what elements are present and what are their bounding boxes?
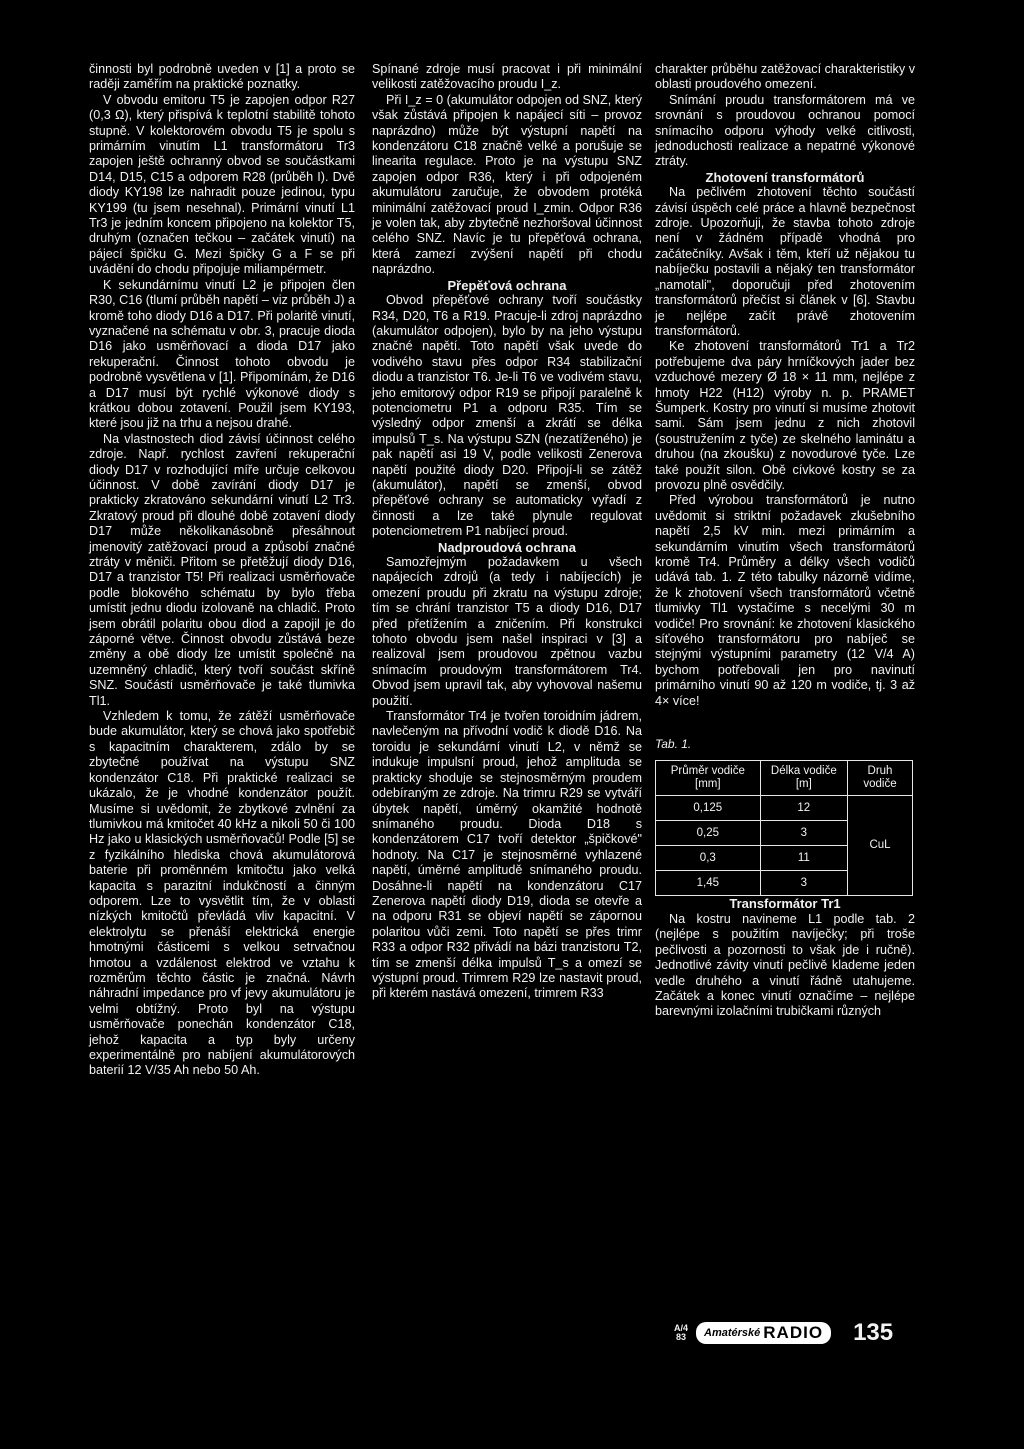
- paragraph: Na vlastnostech diod závisí účinnost celého zdroje. Např. rychlost zavření rekuperační diody D17 v rozhodující míře určuje celkovou účinnost. V době zavírání diody D17 je prakticky zkratováno sekundární vinutí L2 Tr3. Zkratový proud při dlouhé době zotavení diody D17 může několikanásobně přesáhnout jmenovitý zatěžovací proud a způsobí značné ztráty v měniči. Přitom se přetěžují diody D16, D17 a tranzistor T5! Při realizaci usměrňovače podle blokového schématu by bylo třeba umístit jednu diodu izolovaně na chladič. Proto jsem obrátil polaritu obou diod a zapojil je do záporné větve. Činnost obvodu zůstává beze změny a obě diody lze umístit společně na uzemněný chladič, který tvoří součást skříně SNZ. Součástí usměrňovače je také tlumivka Tl1.: [89, 431, 355, 708]
- paragraph: V obvodu emitoru T5 je zapojen odpor R27 (0,3 Ω), který přispívá k teplotní stabilitě tohoto stupně. V kolektorovém obvodu T5 je spolu s primárním vinutím L1 transformátoru Tr3 zapojen ještě ochranný obvod se součástkami D14, D15, C15 a odporem R28 (průběh I). Dvě diody KY198 lze nahradit pouze jedinou, typu KY199 (tu jsem nesehnal). Primární vinutí L1 Tr3 je jedním koncem připojeno na kolektor T5, druhým (označen tečkou – začátek vinutí) na pájecí špičku G. Mezi špičky G a F se při uvádění do chodu připojuje miliampérmetr.: [89, 92, 355, 277]
- table-cell: 3: [760, 871, 847, 896]
- paragraph: charakter průběhu zatěžovací charakteristiky v oblasti proudového omezení.: [655, 62, 915, 92]
- column-2: [372, 62, 642, 1002]
- wire-table: [655, 760, 913, 896]
- page-number: 135: [853, 1319, 894, 1346]
- column-3: [655, 62, 915, 1020]
- paragraph: Transformátor Tr4 je tvořen toroidním jádrem, navlečeným na přívodní vodič k diodě D16. Na toroidu je sekundární vinutí L2, v němž se indukuje impulsní proud, jehož amplituda se prakticky shoduje se stejnosměrným proudem odebíraným ze zdroje. Na trimru R29 se vytváří úbytek napětí, úměrný okamžité hodnotě snímaného proudu. Dioda D18 s kondenzátorem C17 tvoří detektor „špičkové" hodnoty. Na C17 je stejnosměrné vyhlazené napětí, úměrné amplitudě snímaného proudu. Dosáhne-li napětí na kondenzátoru C17 Zenerova napětí diody D19, dioda se otevře a na odporu R31 se objeví napětí se zápornou polaritou vůči zemi. Toto napětí se přes trimr R33 a odpor R32 přivádí na bázi tranzistoru T2, tím se zmenší délka impulsů T_s a omezí se výstupní proud. Trimrem R29 lze nastavit proud, při kterém nastává omezení, trimrem R33: [372, 709, 642, 1001]
- paragraph: Na pečlivém zhotovení těchto součástí závisí úspěch celé práce a hlavně bezpečnost zdroje. Upozorňuji, že stavba tohoto zdroje není v žádném případě vhodná pro začátečníky. Avšak i těm, kteří už nějakou tu nabíječku postavili a nějaký ten transformátor „namotali", doporučuji před zhotovením transformátorů přečíst si článek v [6]. Stavbu je nejlépe začít právě zhotovením transformátorů.: [655, 185, 915, 338]
- paragraph: Ke zhotovení transformátorů Tr1 a Tr2 potřebujeme dva páry hrníčkových jader bez vzduchové mezery Ø 18 × 11 mm, nejlépe z hmoty H22 (H12) výroby n. p. PRAMET Šumperk. Kostry pro vinutí si musíme zhotovit sami. Sám jsem jednu z nich zhotovil (soustružením z tyče) ze skelného laminátu a druhou (na zkoušku) z novodurové tyče. Lze také použít silon. Obě cívkové kostry se za provozu plně osvědčily.: [655, 339, 915, 492]
- paragraph: K sekundárnímu vinutí L2 je připojen člen R30, C16 (tlumí průběh napětí – viz průběh J) a kromě toho diody D16 a D17. Při polaritě vinutí, vyznačené na schématu v obr. 3, pracuje dioda D16 jako usměrňovací a dioda D17 jako rekuperační. Činnost tohoto obvodu je podrobně vysvětlena v [1]. Připomínám, že D16 a D17 musí být rychlé výkonové diody s krátkou dobou zotavení. Použil jsem KY193, které jsou již na trhu a nejsou drahé.: [89, 277, 356, 431]
- table-header: Délka vodiče [m]: [760, 761, 847, 796]
- table-cell: 0,25: [656, 821, 761, 846]
- section-heading-zhotoveni: Zhotovení transformátorů: [705, 169, 865, 185]
- table-header: Druh vodiče: [848, 761, 913, 796]
- paragraph: Samozřejmým požadavkem u všech napájecích zdrojů (a tedy i nabíjecích) je omezení proudu při zkratu na výstupu zdroje; tím se chrání tranzistor T5 a diody D16, D17 před přetížením a zničením. Při konstrukci tohoto obvodu jsem našel inspiraci v [3] a realizoval jsem proudovou zpětnou vazbu snímacím proudovým transformátorem Tr4. Obvod jsem upravil tak, aby vyhovoval našemu použití.: [372, 555, 642, 708]
- magazine-logo: [696, 1322, 831, 1344]
- table-cell: 3: [760, 821, 847, 846]
- issue-number: [674, 1324, 688, 1342]
- table-cell: 11: [760, 846, 847, 871]
- paragraph: Před výrobou transformátorů je nutno uvědomit si striktní požadavek zkušebního napětí 2,5 kV min. mezi primárním a sekundárním vinutím všech transformátorů kromě Tr4. Průměry a délky všech vodičů udává tab. 1. Z této tabulky názorně vidíme, že k zhotovení všech transformátorů včetně tlumivky Tl1 vystačíme s necelými 30 m vodiče! Pro srovnání: ke zhotovení klasického síťového transformátoru pro nabíječ se stejnými výstupními parametry (12 V/4 A) bychom potřebovali jen pro navinutí primárního vinutí 90 až 120 m vodiče, tj. 3 až 4× více!: [655, 493, 915, 708]
- paragraph: Při I_z = 0 (akumulátor odpojen od SNZ, který však zůstává připojen k napájecí síti – provoz naprázdno) může být výstupní napětí na kondenzátoru C18 značně velké a porušuje se linearita regulace. Proto je na výstupu SNZ zapojen odpor R36, který i při odpojeném akumulátoru zaručuje, že obvodem protéká minimální zatěžovací proud I_zmin. Odpor R36 je volen tak, aby zbytečně nezhoršoval účinnost celého SNZ. Navíc je tu přepěťová ochrana, která zamezí zvýšení napětí při chodu naprázdno.: [372, 92, 642, 277]
- table-cell: 0,3: [656, 846, 761, 871]
- page-footer: [674, 1321, 918, 1345]
- section-heading-prepetova: Přepěťová ochrana: [447, 277, 567, 293]
- table-row: [656, 796, 913, 821]
- section-heading-tr1: Transformátor Tr1: [729, 896, 841, 912]
- table-cell: 0,125: [656, 796, 761, 821]
- paragraph: Na kostru navineme L1 podle tab. 2 (nejlépe s použitím navíječky; při troše pečlivosti a pozornosti to však jde i ručně). Jednotlivé závity vinutí pečlivě klademe jeden vedle druhého a vinutí řádně utahujeme. Začátek a konec vinutí označíme – nejlépe barevnými izolačními trubičkami různých: [655, 911, 915, 1019]
- table-cell: 1,45: [656, 871, 761, 896]
- paragraph: činnosti byl podrobně uveden v [1] a proto se raději zaměřím na praktické poznatky.: [89, 62, 355, 92]
- table-cell: 12: [760, 796, 847, 821]
- logo-small-text: Amatérské: [704, 1327, 761, 1339]
- paragraph: Vzhledem k tomu, že zátěží usměrňovače bude akumulátor, který se chová jako spotřebič s kapacitním charakterem, zdálo by se zbytečné používat na výstupu SNZ kondenzátor C18. Při praktické realizaci se ukázalo, že je vhodné kondenzátor použít. Musíme si uvědomit, že zbytkové zvlnění za tlumivkou má kmitočet 40 kHz a nikoli 50 či 100 Hz jako u klasických usměrňovačů! Podle [5] se z fyzikálního hlediska chová akumulátorová baterie při proměnném kmitočtu jako velká kapacita s parazitní indukčností a činným odporem. Lze to vysvětlit tím, že v oblasti nízkých kmitočtů převládá vliv kapacitní. V elektrolytu se přenáší elektrická energie hmotnými částicemi s velkou setrvačnou hmotou a vzdálenost elektrod ve vztahu k rozměrům těchto částic je značná. Návrh náhradní impedance pro vf jevy akumulátoru je velmi obtížný. Proto byl na výstupu usměrňovače ponechán kondenzátor C18, jehož kapacita a typ byly určeny experimentálně pro nabíjení akumulátorových baterií 12 V/35 Ah nebo 50 Ah.: [89, 709, 355, 1078]
- issue-top: A/4: [674, 1323, 689, 1333]
- table-cell-material: CuL: [848, 796, 913, 896]
- paragraph: Spínané zdroje musí pracovat i při minimální velikosti zatěžovacího proudu I_z.: [372, 62, 642, 92]
- logo-big-text: RADIO: [763, 1323, 824, 1342]
- issue-bottom: 83: [676, 1332, 687, 1342]
- paragraph: Obvod přepěťové ochrany tvoří součástky R34, D20, T6 a R19. Pracuje-li zdroj naprázdno (akumulátor odpojen), bylo by na jeho výstupu značné napětí. Toto napětí však uvede do vodivého stavu přes odpor R34 stabilizační diodu a tranzistor T6. Je-li T6 ve vodivém stavu, jeho emitorový odpor R19 se připojí paralelně k potenciometru P1 a odporu R35. Tím se výsledný odpor zmenší a zkrátí se délka impulsů T_s. Na výstupu SZN (nezatíženého) je pak napětí asi 19 V, podle velikosti Zenerova napětí použité diody D20. Připojí-li se zátěž (akumulátor), napětí se zmenší, obvod přepěťové ochrany se automaticky vyřadí z činnosti a lze také plynule regulovat potenciometrem P1 nabíjecí proud.: [372, 293, 642, 539]
- table-caption: Tab. 1.: [655, 737, 692, 752]
- section-heading-nadproudova: Nadproudová ochrana: [438, 539, 576, 555]
- column-1: [89, 62, 355, 1079]
- paragraph: Snímání proudu transformátorem má ve srovnání s proudovou ochranou pomocí snímacího odporu výhody velké citlivosti, jednoduchosti realizace a nepatrné výkonové ztráty.: [655, 92, 915, 169]
- table-header-row: [656, 761, 913, 796]
- table-header: Průměr vodiče [mm]: [656, 761, 761, 796]
